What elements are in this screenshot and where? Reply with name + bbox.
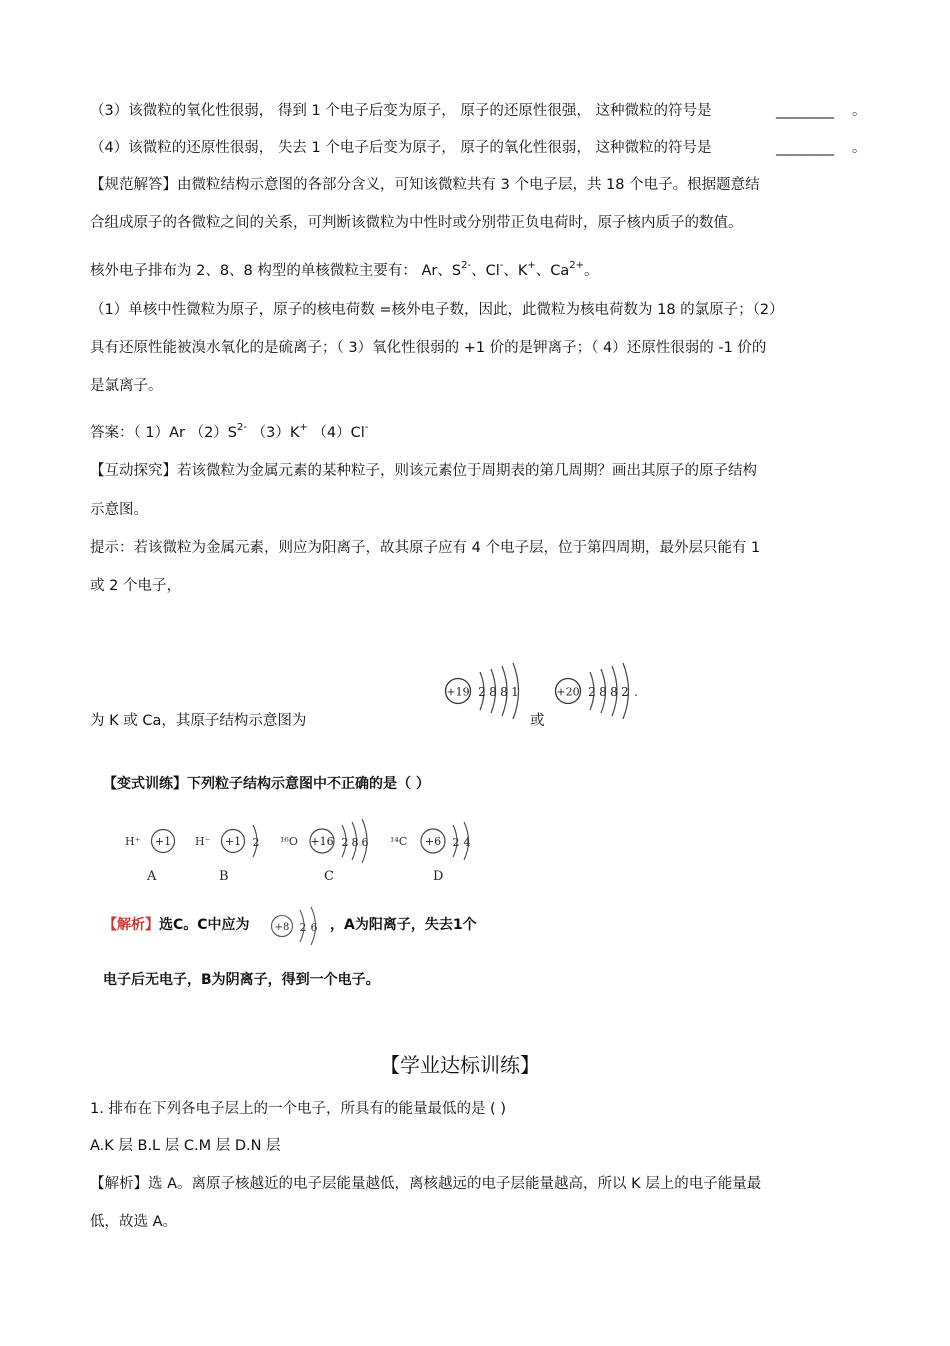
ca-shell-count-2: 8 — [599, 685, 607, 699]
xueye-jiexi-line-2: 低，故选 A。 — [90, 1214, 178, 1230]
xueye-jiexi-line-1: 【解析】选 A。离原子核越近的电子层能量越低，离核越远的电子层能量越高，所以 K 层上的电子能量最 — [90, 1176, 762, 1192]
calcium-charge: 2+ — [569, 260, 585, 271]
bianshi-options-diagrams — [120, 818, 490, 890]
ca-shell-count-3: 8 — [610, 685, 618, 699]
option-b-letter: B — [219, 869, 229, 884]
chloride-charge: - — [499, 260, 504, 271]
option-d-nucleus: +6 — [424, 835, 442, 848]
k-shell-count-4: 1 — [511, 685, 519, 699]
guifan-jieda-line-2: 合组成原子的各微粒之间的关系，可判断该微粒为中性时或分别带正负电荷时，原子核内质子的数值。 — [90, 215, 743, 231]
oxygen-correct-diagram — [266, 906, 326, 946]
option-b-nucleus: +1 — [224, 835, 242, 848]
option-c-shell-3: 6 — [361, 836, 369, 849]
explain-line-2: 具有还原性能被溴水氧化的是硫离子；（ 3）氧化性很弱的 +1 价的是钾离子；（ 4）还原性很弱的 -1 价的 — [90, 340, 767, 356]
explain-line-3: 是氯离子。 — [90, 378, 163, 394]
answer-cl-charge: - — [364, 422, 369, 433]
hudong-line-2: 示意图。 — [90, 502, 148, 518]
k-nucleus-label: +19 — [446, 685, 470, 699]
hewai-line — [90, 261, 599, 281]
option-b-symbol: H⁻ — [195, 835, 211, 848]
oxygen-nucleus: +8 — [274, 922, 290, 933]
potassium-atom-diagram — [440, 660, 530, 720]
explain-line-1: （1）单核中性微粒为原子，原子的核电荷数 =核外电子数，因此，此微粒为核电荷数为 18 的氯原子；（2） — [90, 302, 784, 318]
option-d-shell-2: 4 — [463, 836, 471, 849]
hewai-mid-3: 、Ca — [535, 263, 570, 279]
guifan-jieda-line-1: 【规范解答】由微粒结构示意图的各部分含义，可知该微粒共有 3 个电子层，共 18 个电子。根据题意结 — [90, 177, 760, 193]
xueye-question-1: 1. 排布在下列各电子层上的一个电子，所具有的能量最低的是 ( ) — [90, 1101, 506, 1117]
answer-3: （4）Cl — [307, 425, 365, 441]
option-c-symbol: ¹⁶O — [280, 835, 298, 848]
question-4-text: （4）该微粒的还原性很弱， 失去 1 个电子后变为原子， 原子的氧化性很弱， 这种微粒的符号是 — [90, 140, 712, 156]
hewai-end: 。 — [584, 263, 599, 279]
tishi-line-2: 或 2 个电子， — [90, 578, 181, 594]
option-c-shell-1: 2 — [341, 836, 349, 849]
ca-shell-count-4: 2 — [621, 685, 629, 699]
section-heading-xueye: 【学业达标训练】 — [380, 1053, 540, 1077]
option-a-nucleus: +1 — [154, 835, 172, 848]
k-shell-count-1: 2 — [478, 685, 486, 699]
answer-s-charge: 2- — [237, 422, 247, 433]
option-d-shell-1: 2 — [452, 836, 460, 849]
answer-k-charge: + — [299, 422, 308, 433]
potassium-charge: + — [527, 260, 536, 271]
bianshi-jiexi-line-2: 电子后无电子，B为阴离子，得到一个电子。 — [103, 972, 380, 988]
option-c-letter: C — [324, 869, 334, 884]
answer-1: 答案：（ 1）Ar （2）S — [90, 425, 238, 441]
answer-2: （3）K — [247, 425, 300, 441]
option-b-shell-1: 2 — [252, 836, 260, 849]
sulfide-charge: 2- — [461, 260, 472, 271]
answer-line — [90, 423, 368, 443]
k-shell-count-2: 8 — [489, 685, 497, 699]
jiexi-text-1: 选C。C中应为 — [159, 917, 250, 933]
ca-nucleus-label: +20 — [556, 685, 580, 699]
question-3-text: （3）该微粒的氧化性很弱， 得到 1 个电子后变为原子， 原子的还原性很强， 这种微粒的符号是 — [90, 103, 712, 119]
oxygen-shell-2: 6 — [310, 921, 318, 934]
huo-text: 或 — [530, 713, 545, 729]
ca-shell-count-1: 2 — [588, 685, 596, 699]
option-c-nucleus: +16 — [310, 835, 334, 848]
question-4-end: 。 — [852, 140, 867, 156]
question-4-blank: ________ — [776, 140, 834, 156]
k-shell-count-3: 8 — [500, 685, 508, 699]
bianshi-jiexi-line-1 — [103, 915, 250, 935]
ca-diagram-end: . — [634, 685, 638, 699]
hewai-mid-2: 、K — [503, 263, 528, 279]
jiexi-label: 【解析】 — [103, 917, 159, 933]
option-a-letter: A — [147, 869, 157, 884]
question-3-blank: ________ — [776, 103, 834, 119]
hudong-line-1: 【互动探究】若该微粒为金属元素的某种粒子，则该元素位于周期表的第几周期？画出其原子的原子结构 — [90, 463, 757, 479]
wei-k-ca-text: 为 K 或 Ca，其原子结构示意图为 — [90, 713, 307, 729]
option-d-letter: D — [433, 869, 444, 884]
bianshi-title: 【变式训练】下列粒子结构示意图中不正确的是（ ） — [103, 776, 430, 792]
bianshi-jiexi-line-1b: ，A为阳离子，失去1个 — [330, 917, 477, 933]
calcium-atom-diagram — [552, 660, 644, 720]
xueye-question-1-options: A.K 层 B.L 层 C.M 层 D.N 层 — [90, 1138, 281, 1154]
tishi-line-1: 提示：若该微粒为金属元素，则应为阳离子，故其原子应有 4 个电子层，位于第四周期，最外层只能有 1 — [90, 540, 761, 556]
option-c-shell-2: 8 — [351, 836, 359, 849]
option-d-symbol: ¹⁴C — [390, 835, 408, 848]
oxygen-shell-1: 2 — [299, 921, 307, 934]
question-3-end: 。 — [852, 103, 867, 119]
option-a-symbol: H⁺ — [125, 835, 141, 848]
hewai-prefix: 核外电子排布为 2、8、8 构型的单核微粒主要有： Ar、S — [90, 263, 462, 279]
hewai-mid-1: 、Cl — [471, 263, 500, 279]
